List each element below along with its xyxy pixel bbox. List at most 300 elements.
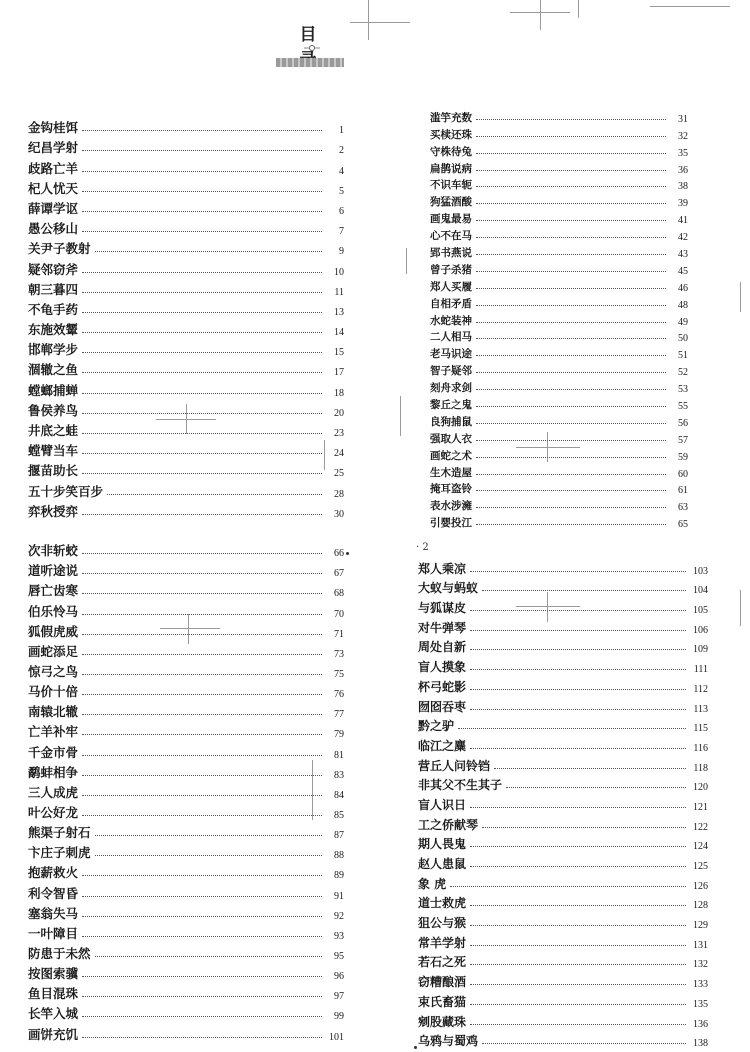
toc-entry[interactable] [418, 813, 708, 833]
toc-entry-title: 营丘人问铃铛 [418, 758, 491, 773]
toc-entry-title: 螳螂捕蝉 [28, 382, 79, 398]
toc-entry[interactable] [430, 328, 688, 345]
toc-entry[interactable] [28, 1002, 344, 1022]
toc-entry[interactable] [28, 177, 344, 197]
toc-entry-page: 120 [693, 782, 708, 794]
toc-entry[interactable] [430, 463, 688, 480]
toc-entry[interactable] [28, 1022, 344, 1042]
toc-entry-title: 郢书燕说 [430, 247, 472, 260]
toc-entry-page: 95 [334, 950, 344, 962]
toc-entry-page: 9 [339, 246, 344, 258]
toc-entry[interactable] [418, 990, 708, 1010]
toc-entry-page: 38 [678, 181, 688, 193]
toc-entry-title: 黔之驴 [418, 719, 455, 734]
toc-entry-title: 马价十倍 [28, 684, 79, 700]
toc-entry-title: 盲人识日 [418, 797, 467, 812]
dot-leader [476, 288, 666, 289]
toc-entry-title: 关尹子教射 [28, 241, 91, 257]
registration-dot [414, 1046, 417, 1049]
toc-entry-page: 84 [334, 789, 344, 801]
toc-entry[interactable] [28, 116, 344, 136]
dot-leader [470, 630, 686, 631]
toc-entry[interactable] [418, 793, 708, 813]
toc-entry[interactable] [430, 395, 688, 412]
toc-entry-title: 朝三暮四 [28, 281, 79, 297]
toc-entry[interactable] [28, 217, 344, 237]
toc-entry-page: 43 [678, 249, 688, 261]
dot-leader [476, 440, 666, 441]
dot-leader [476, 170, 666, 171]
toc-entry[interactable] [28, 197, 344, 217]
crop-mark [650, 6, 730, 7]
toc-entry-page: 105 [693, 605, 708, 617]
toc-entry[interactable] [430, 311, 688, 328]
toc-entry[interactable] [28, 599, 344, 619]
toc-entry[interactable] [430, 446, 688, 463]
toc-entry-title: 南辕北辙 [28, 704, 79, 720]
toc-entry[interactable] [430, 361, 688, 378]
dot-leader [82, 433, 322, 434]
toc-entry-title: 生木造屋 [430, 466, 472, 479]
dot-leader [476, 237, 666, 238]
toc-entry[interactable] [418, 655, 708, 675]
toc-entry[interactable] [28, 962, 344, 982]
toc-entry-title: 智子疑邻 [430, 365, 472, 378]
toc-entry-title: 螳臂当车 [28, 443, 79, 459]
toc-entry[interactable] [28, 801, 344, 821]
dot-leader [476, 389, 666, 390]
toc-column-4 [418, 557, 708, 1049]
toc-entry-title: 扁鹊说病 [430, 162, 472, 175]
dot-leader [482, 590, 686, 591]
dot-leader [470, 748, 686, 749]
toc-entry-title: 五十步笑百步 [28, 483, 104, 499]
toc-entry-page: 67 [334, 568, 344, 580]
dot-leader [476, 186, 666, 187]
toc-entry[interactable] [418, 557, 708, 577]
dot-leader [482, 827, 686, 828]
toc-entry[interactable] [418, 931, 708, 951]
toc-entry-page: 118 [693, 762, 708, 774]
toc-entry[interactable] [418, 774, 708, 794]
toc-entry[interactable] [430, 412, 688, 429]
toc-entry-page: 39 [678, 198, 688, 210]
toc-entry[interactable] [418, 734, 708, 754]
toc-entry-page: 7 [339, 226, 344, 238]
toc-entry-title: 千金市骨 [28, 744, 79, 760]
toc-entry[interactable] [28, 257, 344, 277]
toc-entry[interactable] [28, 902, 344, 922]
toc-entry[interactable] [28, 358, 344, 378]
toc-entry-title: 抱薪救火 [28, 865, 79, 881]
toc-entry-page: 99 [334, 1011, 344, 1023]
crop-mark [406, 248, 407, 274]
toc-entry[interactable] [28, 539, 344, 559]
toc-entry-title: 薛谭学讴 [28, 200, 79, 216]
toc-entry-page: 63 [678, 502, 688, 514]
toc-entry-title: 滥竽充数 [430, 111, 472, 124]
toc-entry[interactable] [28, 821, 344, 841]
toc-entry-title: 画蛇之术 [430, 449, 472, 462]
toc-entry-title: 鲁侯养鸟 [28, 402, 79, 418]
toc-entry-title: 塞翁失马 [28, 905, 79, 921]
toc-entry-title: 一叶障目 [28, 925, 79, 941]
toc-entry[interactable] [28, 298, 344, 318]
toc-entry-page: 70 [334, 608, 344, 620]
dot-leader [476, 507, 666, 508]
dot-leader [470, 669, 686, 670]
toc-entry[interactable] [418, 754, 708, 774]
toc-entry[interactable] [28, 720, 344, 740]
toc-entry-page: 31 [678, 113, 688, 125]
toc-entry[interactable] [28, 579, 344, 599]
dot-leader [476, 254, 666, 255]
dot-leader [476, 322, 666, 323]
toc-entry-title: 自相矛盾 [430, 297, 472, 310]
toc-entry-title: 画饼充饥 [28, 1026, 79, 1042]
dot-leader [82, 514, 322, 515]
toc-entry[interactable] [28, 700, 344, 720]
toc-entry-page: 53 [678, 384, 688, 396]
toc-entry[interactable] [430, 378, 688, 395]
dot-leader [476, 153, 666, 154]
dot-leader [476, 423, 666, 424]
toc-entry-page: 85 [334, 809, 344, 821]
toc-entry-title: 掩耳盗铃 [430, 483, 472, 496]
toc-entry[interactable] [430, 344, 688, 361]
toc-entry-title: 按图索骥 [28, 966, 79, 982]
toc-entry[interactable] [28, 761, 344, 781]
toc-entry-page: 92 [334, 910, 344, 922]
toc-entry[interactable] [28, 156, 344, 176]
dot-leader [470, 984, 686, 985]
toc-entry[interactable] [418, 970, 708, 990]
toc-entry-page: 6 [339, 205, 344, 217]
toc-entry[interactable] [430, 108, 688, 125]
toc-entry-page: 56 [678, 417, 688, 429]
dot-leader [82, 614, 322, 615]
toc-entry[interactable] [418, 1010, 708, 1030]
toc-entry-page: 41 [678, 215, 688, 227]
dot-leader [470, 945, 686, 946]
toc-entry[interactable] [430, 159, 688, 176]
toc-entry-page: 42 [678, 232, 688, 244]
toc-entry-page: 5 [339, 185, 344, 197]
toc-entry[interactable] [430, 209, 688, 226]
toc-entry[interactable] [418, 833, 708, 853]
dot-leader [82, 714, 322, 715]
toc-entry-page: 11 [334, 286, 344, 298]
toc-entry[interactable] [28, 479, 344, 499]
dot-leader [476, 136, 666, 137]
toc-entry[interactable] [418, 892, 708, 912]
toc-entry-page: 116 [693, 742, 708, 754]
toc-entry-page: 45 [678, 265, 688, 277]
dot-leader [82, 191, 322, 192]
dot-leader [82, 352, 322, 353]
toc-entry-page: 59 [678, 451, 688, 463]
toc-entry-title: 次非斩蛟 [28, 543, 79, 559]
toc-entry[interactable] [28, 378, 344, 398]
toc-entry[interactable] [28, 781, 344, 801]
toc-entry[interactable] [28, 660, 344, 680]
toc-entry-page: 2 [339, 145, 344, 157]
toc-entry[interactable] [430, 513, 688, 530]
toc-entry-title: 杯弓蛇影 [418, 679, 467, 694]
dot-leader [95, 251, 322, 252]
toc-entry-title: 叶公好龙 [28, 804, 79, 820]
crop-mark [740, 282, 741, 312]
toc-entry-page: 89 [334, 870, 344, 882]
toc-entry[interactable] [418, 616, 708, 636]
toc-entry-title: 狐假虎威 [28, 623, 79, 639]
toc-entry-title: 大蚁与蚂蚁 [418, 581, 479, 596]
toc-entry[interactable] [28, 620, 344, 640]
toc-entry[interactable] [28, 439, 344, 459]
toc-entry-page: 73 [334, 648, 344, 660]
toc-entry[interactable] [28, 419, 344, 439]
dot-leader [82, 815, 322, 816]
dot-leader [82, 1016, 322, 1017]
toc-entry[interactable] [430, 260, 688, 277]
dot-leader [458, 728, 686, 729]
toc-entry-title: 黎丘之鬼 [430, 399, 472, 412]
dot-leader [506, 787, 686, 788]
toc-entry[interactable] [418, 951, 708, 971]
toc-entry-title: 郑人买履 [430, 280, 472, 293]
toc-entry-page: 133 [693, 979, 708, 991]
toc-entry[interactable] [430, 176, 688, 193]
toc-entry-page: 79 [334, 729, 344, 741]
toc-entry[interactable] [430, 496, 688, 513]
dot-leader [470, 1024, 686, 1025]
dot-leader [82, 150, 322, 151]
toc-entry-page: 55 [678, 401, 688, 413]
toc-entry-title: 防患于未然 [28, 945, 91, 961]
toc-entry[interactable] [28, 942, 344, 962]
toc-entry[interactable] [430, 480, 688, 497]
toc-entry[interactable] [418, 675, 708, 695]
toc-entry-page: 65 [678, 519, 688, 531]
toc-entry-title: 金钩桂饵 [28, 120, 79, 136]
toc-entry-page: 28 [334, 488, 344, 500]
toc-entry[interactable] [28, 338, 344, 358]
toc-entry-page: 131 [693, 939, 708, 951]
toc-entry[interactable] [28, 680, 344, 700]
title-underline-bar [276, 58, 344, 67]
toc-entry-title: 不龟手药 [28, 301, 79, 317]
toc-entry-title: 对牛弹琴 [418, 620, 467, 635]
dot-leader [82, 553, 322, 554]
toc-entry[interactable] [430, 294, 688, 311]
toc-entry[interactable] [430, 142, 688, 159]
toc-entry-title: 东施效颦 [28, 322, 79, 338]
toc-entry-page: 106 [693, 624, 708, 636]
crop-mark [368, 0, 369, 40]
toc-entry-page: 76 [334, 689, 344, 701]
diamond-ornament-icon [304, 44, 320, 52]
dot-leader [82, 292, 322, 293]
toc-entry[interactable] [28, 841, 344, 861]
dot-leader [476, 220, 666, 221]
toc-entry-title: 良狗捕鼠 [430, 415, 472, 428]
dot-leader [476, 203, 666, 204]
toc-entry-page: 112 [693, 683, 708, 695]
dot-leader [82, 654, 322, 655]
dot-leader [482, 1043, 686, 1044]
toc-entry-page: 81 [334, 749, 344, 761]
toc-entry-page: 60 [678, 468, 688, 480]
dot-leader [82, 734, 322, 735]
toc-entry-title: 狙公与猴 [418, 916, 467, 931]
crop-mark [400, 396, 401, 436]
toc-entry-page: 48 [678, 299, 688, 311]
toc-entry-page: 126 [693, 880, 708, 892]
toc-entry-page: 132 [693, 959, 708, 971]
dot-leader [470, 1004, 686, 1005]
toc-entry-title: 歧路亡羊 [28, 160, 79, 176]
toc-entry-page: 61 [678, 485, 688, 497]
toc-entry[interactable] [430, 125, 688, 142]
toc-entry-page: 122 [693, 821, 708, 833]
toc-entry-title: 守株待兔 [430, 145, 472, 158]
dot-leader [470, 807, 686, 808]
toc-entry-title: 赵人患鼠 [418, 857, 467, 871]
toc-entry-title: 纪昌学射 [28, 140, 79, 156]
registration-dot [346, 552, 349, 555]
toc-entry[interactable] [418, 1030, 708, 1050]
dot-leader [476, 474, 666, 475]
toc-entry[interactable] [418, 715, 708, 735]
dot-leader [82, 593, 322, 594]
toc-entry-page: 35 [678, 147, 688, 159]
toc-entry[interactable] [28, 881, 344, 901]
toc-entry[interactable] [28, 640, 344, 660]
toc-entry-page: 13 [334, 306, 344, 318]
toc-entry-title: 唇亡齿寒 [28, 583, 79, 599]
toc-entry[interactable] [418, 872, 708, 892]
toc-entry-title: 长竿入城 [28, 1006, 79, 1022]
toc-entry[interactable] [430, 192, 688, 209]
toc-entry-page: 1 [339, 125, 344, 137]
toc-entry-page: 51 [678, 350, 688, 362]
dot-leader [82, 312, 322, 313]
toc-entry[interactable] [28, 318, 344, 338]
dot-leader [82, 875, 322, 876]
toc-entry-title: 利令智昏 [28, 885, 79, 901]
toc-entry[interactable] [28, 278, 344, 298]
toc-entry[interactable] [28, 237, 344, 257]
toc-entry-title: 不识车轭 [430, 179, 472, 192]
toc-entry-title: 乌鸦与蜀鸡 [418, 1034, 479, 1049]
toc-entry-title: 杞人忧天 [28, 180, 79, 196]
toc-entry-page: 57 [678, 434, 688, 446]
toc-entry-page: 20 [334, 407, 344, 419]
toc-entry-title: 邯郸学步 [28, 342, 79, 358]
toc-entry[interactable] [418, 596, 708, 616]
toc-entry-title: 揠苗助长 [28, 463, 79, 479]
toc-entry-title: 常羊学射 [418, 935, 467, 950]
toc-entry[interactable] [28, 982, 344, 1002]
toc-entry-page: 24 [334, 448, 344, 460]
dot-leader [95, 835, 322, 836]
dot-leader [470, 925, 686, 926]
toc-entry-page: 14 [334, 327, 344, 339]
toc-entry-page: 49 [678, 316, 688, 328]
toc-entry-title: 道听途说 [28, 563, 79, 579]
toc-entry-page: 111 [693, 664, 708, 676]
toc-entry-page: 18 [334, 387, 344, 399]
dot-leader [494, 768, 686, 769]
toc-entry-page: 124 [693, 841, 708, 853]
dot-leader [476, 338, 666, 339]
toc-entry-page: 88 [334, 850, 344, 862]
toc-column-1 [28, 116, 344, 520]
toc-entry[interactable] [28, 136, 344, 156]
toc-entry-page: 83 [334, 769, 344, 781]
dot-leader [476, 305, 666, 306]
toc-entry[interactable] [418, 852, 708, 872]
dot-leader [470, 709, 686, 710]
dot-leader [450, 886, 686, 887]
toc-entry[interactable] [28, 500, 344, 520]
dot-leader [82, 130, 322, 131]
toc-entry[interactable] [430, 277, 688, 294]
toc-entry-title: 二人相马 [430, 331, 472, 344]
toc-entry-title: 狗猛酒酸 [430, 196, 472, 209]
toc-entry-page: 87 [334, 830, 344, 842]
toc-entry[interactable] [28, 861, 344, 881]
dot-leader [470, 846, 686, 847]
toc-entry[interactable] [418, 636, 708, 656]
toc-entry-title: 疑邻窃斧 [28, 261, 79, 277]
toc-entry-title: 买椟还珠 [430, 128, 472, 141]
dot-leader [82, 272, 322, 273]
toc-entry-page: 101 [329, 1031, 344, 1043]
toc-entry[interactable] [430, 226, 688, 243]
toc-entry[interactable] [430, 243, 688, 260]
toc-entry[interactable] [28, 740, 344, 760]
toc-entry-title: 愚公移山 [28, 221, 79, 237]
toc-entry[interactable] [418, 577, 708, 597]
dot-leader [82, 674, 322, 675]
dot-leader [82, 755, 322, 756]
toc-entry-title: 卞庄子刺虎 [28, 845, 91, 861]
toc-entry-page: 136 [693, 1018, 708, 1030]
toc-entry[interactable] [28, 559, 344, 579]
toc-entry[interactable] [28, 922, 344, 942]
toc-entry-title: 囫囵吞枣 [418, 699, 467, 714]
toc-entry-page: 75 [334, 668, 344, 680]
toc-entry-title: 临江之麋 [418, 738, 467, 753]
toc-entry-title: 周处自新 [418, 640, 467, 655]
crop-mark [578, 0, 579, 18]
toc-entry-title: 三人成虎 [28, 784, 79, 800]
toc-entry-title: 弈秋授弈 [28, 503, 79, 519]
toc-entry[interactable] [28, 459, 344, 479]
toc-entry[interactable] [418, 695, 708, 715]
toc-entry-page: 103 [693, 565, 708, 577]
dot-leader [82, 795, 322, 796]
toc-entry[interactable] [418, 911, 708, 931]
dot-leader [82, 896, 322, 897]
toc-entry-page: 17 [334, 367, 344, 379]
toc-entry-page: 121 [693, 801, 708, 813]
toc-entry[interactable] [430, 429, 688, 446]
toc-entry[interactable] [28, 399, 344, 419]
dot-leader [476, 119, 666, 120]
toc-column-3 [28, 539, 344, 1043]
